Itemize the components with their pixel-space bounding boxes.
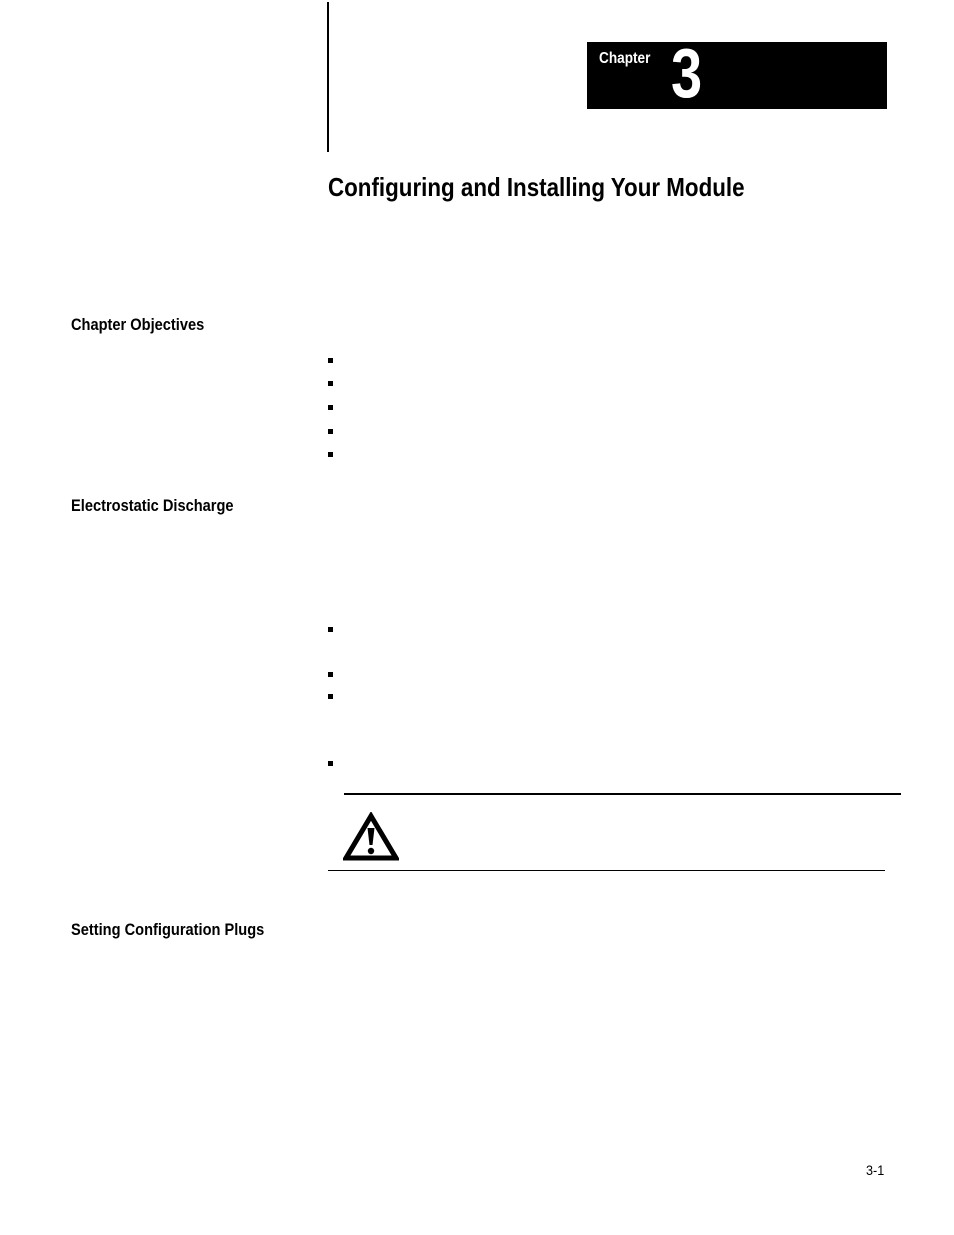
chapter-tab [587,34,887,112]
chapter-label: Chapter [599,50,651,67]
page-title: Configuring and Installing Your Module [328,172,745,202]
warning-triangle-icon [343,812,399,862]
page-number: 3-1 [866,1162,885,1178]
chapter-margin-rule [327,2,329,152]
attention-top-rule [344,793,901,795]
bullet-marker [328,761,333,766]
bullet-marker [328,405,333,410]
bullet-marker [328,452,333,457]
bullet-marker [328,694,333,699]
bullet-marker [328,627,333,632]
section-heading-configuration-plugs: Setting Configuration Plugs [71,920,265,939]
bullet-marker [328,429,333,434]
section-heading-esd: Electrostatic Discharge [71,496,234,515]
bullet-marker [328,672,333,677]
section-heading-objectives: Chapter Objectives [71,315,205,334]
bullet-marker [328,358,333,363]
chapter-number: 3 [671,34,703,112]
attention-bottom-rule [328,870,885,871]
bullet-marker [328,381,333,386]
